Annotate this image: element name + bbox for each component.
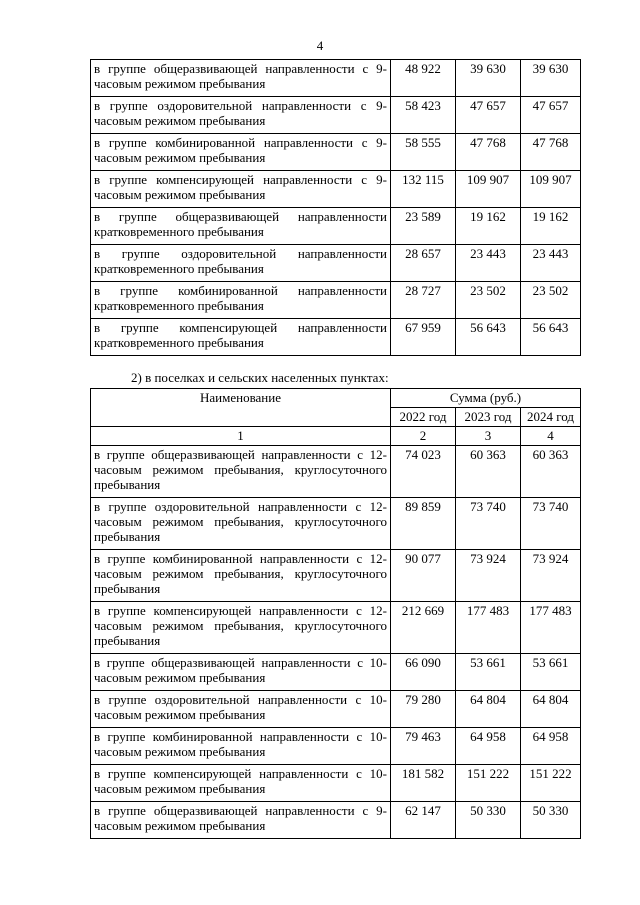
table-row: [91, 498, 581, 550]
column-number-4: 4: [521, 427, 581, 446]
value-2023: 47 657: [456, 97, 521, 134]
row-name: в группе комбинированной направленности с 10-часовым режимом пребывания: [91, 728, 391, 765]
row-name: в группе компенсирующей направленности с 12-часовым режимом пребывания, круглосуточного пребывания: [91, 602, 391, 654]
value-2023: 53 661: [456, 654, 521, 691]
table-row: [91, 282, 581, 319]
value-2022: 28 657: [391, 245, 456, 282]
value-2023: 39 630: [456, 60, 521, 97]
row-name: в группе оздоровительной направленности с 12-часовым режимом пребывания, круглосуточного пребывания: [91, 498, 391, 550]
row-name: в группе общеразвивающей направленности кратковременного пребывания: [91, 208, 391, 245]
value-2023: 19 162: [456, 208, 521, 245]
header-2024: 2024 год: [521, 408, 581, 427]
header-2023: 2023 год: [456, 408, 521, 427]
value-2024: 60 363: [521, 446, 581, 498]
value-2024: 47 768: [521, 134, 581, 171]
value-2023: 47 768: [456, 134, 521, 171]
value-2022: 62 147: [391, 802, 456, 839]
value-2022: 23 589: [391, 208, 456, 245]
value-2022: 58 423: [391, 97, 456, 134]
value-2024: 64 804: [521, 691, 581, 728]
value-2022: 90 077: [391, 550, 456, 602]
value-2024: 56 643: [521, 319, 581, 356]
row-name: в группе комбинированной направленности с 9-часовым режимом пребывания: [91, 134, 391, 171]
value-2023: 177 483: [456, 602, 521, 654]
value-2024: 53 661: [521, 654, 581, 691]
value-2023: 64 958: [456, 728, 521, 765]
value-2024: 23 502: [521, 282, 581, 319]
value-2024: 64 958: [521, 728, 581, 765]
row-name: в группе общеразвивающей направленности с 12-часовым режимом пребывания, круглосуточного пребывания: [91, 446, 391, 498]
value-2024: 151 222: [521, 765, 581, 802]
value-2023: 23 443: [456, 245, 521, 282]
value-2022: 66 090: [391, 654, 456, 691]
value-2024: 177 483: [521, 602, 581, 654]
value-2023: 64 804: [456, 691, 521, 728]
table-row: [91, 97, 581, 134]
row-name: в группе компенсирующей направленности с 9-часовым режимом пребывания: [91, 171, 391, 208]
table-row: [91, 171, 581, 208]
page-number: 4: [316, 38, 324, 53]
row-name: в группе комбинированной направленности кратковременного пребывания: [91, 282, 391, 319]
value-2023: 151 222: [456, 765, 521, 802]
table-row: [91, 765, 581, 802]
table-row: [91, 654, 581, 691]
table-row: [91, 134, 581, 171]
header-sum: Сумма (руб.): [391, 389, 581, 408]
row-name: в группе общеразвивающей направленности с 10-часовым режимом пребывания: [91, 654, 391, 691]
tariff-table-continued: [90, 59, 581, 356]
value-2022: 79 280: [391, 691, 456, 728]
value-2022: 212 669: [391, 602, 456, 654]
value-2022: 67 959: [391, 319, 456, 356]
value-2024: 39 630: [521, 60, 581, 97]
table-row: [91, 691, 581, 728]
table-header-row: [91, 389, 581, 408]
value-2022: 89 859: [391, 498, 456, 550]
value-2024: 73 924: [521, 550, 581, 602]
value-2023: 23 502: [456, 282, 521, 319]
table-row: [91, 60, 581, 97]
value-2023: 73 924: [456, 550, 521, 602]
row-name: в группе компенсирующей направленности кратковременного пребывания: [91, 319, 391, 356]
row-name: в группе общеразвивающей направленности с 9-часовым режимом пребывания: [91, 802, 391, 839]
table-row: [91, 319, 581, 356]
column-number-3: 3: [456, 427, 521, 446]
table-row: [91, 208, 581, 245]
row-name: в группе общеразвивающей направленности с 9-часовым режимом пребывания: [91, 60, 391, 97]
value-2022: 74 023: [391, 446, 456, 498]
row-name: в группе комбинированной направленности с 12-часовым режимом пребывания, круглосуточного пребывания: [91, 550, 391, 602]
tariff-table-settlements: [90, 388, 581, 839]
table-row: [91, 802, 581, 839]
column-number-row: [91, 427, 581, 446]
row-name: в группе оздоровительной направленности с 9-часовым режимом пребывания: [91, 97, 391, 134]
row-name: в группе оздоровительной направленности кратковременного пребывания: [91, 245, 391, 282]
header-2022: 2022 год: [391, 408, 456, 427]
header-name: Наименование: [91, 389, 391, 427]
section-title: 2) в поселках и сельских населенных пунктах:: [131, 370, 389, 385]
column-number-1: 1: [91, 427, 391, 446]
value-2023: 109 907: [456, 171, 521, 208]
value-2022: 79 463: [391, 728, 456, 765]
value-2024: 73 740: [521, 498, 581, 550]
value-2023: 73 740: [456, 498, 521, 550]
table-row: [91, 602, 581, 654]
value-2024: 47 657: [521, 97, 581, 134]
table-row: [91, 446, 581, 498]
value-2024: 50 330: [521, 802, 581, 839]
value-2022: 48 922: [391, 60, 456, 97]
row-name: в группе компенсирующей направленности с 10-часовым режимом пребывания: [91, 765, 391, 802]
value-2023: 60 363: [456, 446, 521, 498]
value-2022: 28 727: [391, 282, 456, 319]
table-row: [91, 550, 581, 602]
table-row: [91, 245, 581, 282]
value-2022: 58 555: [391, 134, 456, 171]
value-2022: 181 582: [391, 765, 456, 802]
value-2022: 132 115: [391, 171, 456, 208]
value-2024: 23 443: [521, 245, 581, 282]
value-2024: 19 162: [521, 208, 581, 245]
column-number-2: 2: [391, 427, 456, 446]
value-2024: 109 907: [521, 171, 581, 208]
value-2023: 56 643: [456, 319, 521, 356]
row-name: в группе оздоровительной направленности с 10-часовым режимом пребывания: [91, 691, 391, 728]
table-row: [91, 728, 581, 765]
value-2023: 50 330: [456, 802, 521, 839]
